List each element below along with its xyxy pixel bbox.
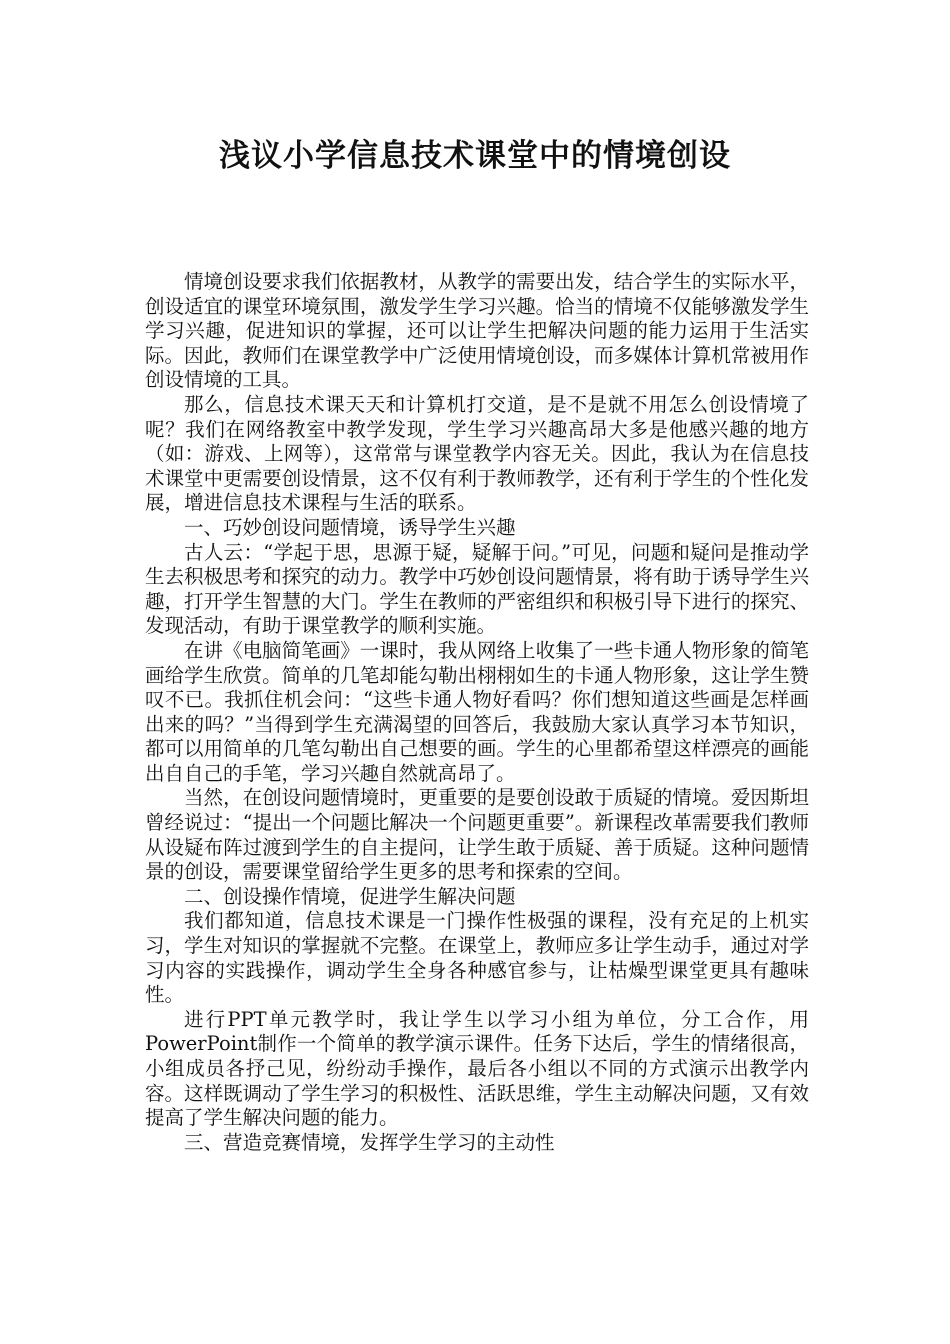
article-body [145, 270, 809, 1155]
paragraph: 我们都知道，信息技术课是一门操作性极强的课程，没有充足的上机实习，学生对知识的掌握就不完整。在课堂上，教师应多让学生动手，通过对学习内容的实践操作，调动学生全身各种感官参与，让枯燥型课堂更具有趣味性。 [145, 909, 809, 1007]
page-title: 浅议小学信息技术课堂中的情境创设 [219, 138, 731, 174]
paragraph: 古人云：“学起于思，思源于疑，疑解于问。”可见，问题和疑问是推动学生去积极思考和探究的动力。教学中巧妙创设问题情景，将有助于诱导学生兴趣，打开学生智慧的大门。学生在教师的严密组织和积极引导下进行的探究、发现活动，有助于课堂教学的顺利实施。 [145, 540, 809, 638]
section-heading: 一、巧妙创设问题情境，诱导学生兴趣 [184, 515, 516, 539]
paragraph: 那么，信息技术课天天和计算机打交道，是不是就不用怎么创设情境了呢？我们在网络教室中教学发现，学生学习兴趣高昂大多是他感兴趣的地方（如：游戏、上网等），这常常与课堂教学内容无关。因此，我认为在信息技术课堂中更需要创设情景，这不仅有利于教师教学，还有利于学生的个性化发展，增进信息技术课程与生活的联系。 [145, 392, 809, 515]
section-heading: 二、创设操作情境，促进学生解决问题 [184, 884, 516, 908]
paragraph: 当然，在创设问题情境时，更重要的是要创设敢于质疑的情境。爱因斯坦曾经说过：“提出一个问题比解决一个问题更重要”。新课程改革需要我们教师从设疑布阵过渡到学生的自主提问，让学生敢于质疑、善于质疑。这种问题情景的创设，需要课堂留给学生更多的思考和探索的空间。 [145, 786, 809, 884]
paragraph: 进行PPT单元教学时，我让学生以学习小组为单位，分工合作，用PowerPoint制作一个简单的教学演示课件。任务下达后，学生的情绪很高，小组成员各抒己见，纷纷动手操作，最后各小组以不同的方式演示出教学内容。这样既调动了学生学习的积极性、活跃思维，学生主动解决问题，又有效提高了学生解决问题的能力。 [145, 1007, 809, 1130]
section-heading: 三、营造竞赛情境，发挥学生学习的主动性 [184, 1130, 555, 1154]
paragraph: 在讲《电脑简笔画》一课时，我从网络上收集了一些卡通人物形象的简笔画给学生欣赏。简单的几笔却能勾勒出栩栩如生的卡通人物形象，这让学生赞叹不已。我抓住机会问：“这些卡通人物好看吗？你们想知道这些画是怎样画出来的吗？”当得到学生充满渴望的回答后，我鼓励大家认真学习本节知识，都可以用简单的几笔勾勒出自己想要的画。学生的心里都希望这样漂亮的画能出自自己的手笔，学习兴趣自然就高昂了。 [145, 638, 809, 785]
paragraph: 情境创设要求我们依据教材，从教学的需要出发，结合学生的实际水平，创设适宜的课堂环境氛围，激发学生学习兴趣。恰当的情境不仅能够激发学生学习兴趣，促进知识的掌握，还可以让学生把解决问题的能力运用于生活实际。因此，教师们在课堂教学中广泛使用情境创设，而多媒体计算机常被用作创设情境的工具。 [145, 270, 809, 392]
